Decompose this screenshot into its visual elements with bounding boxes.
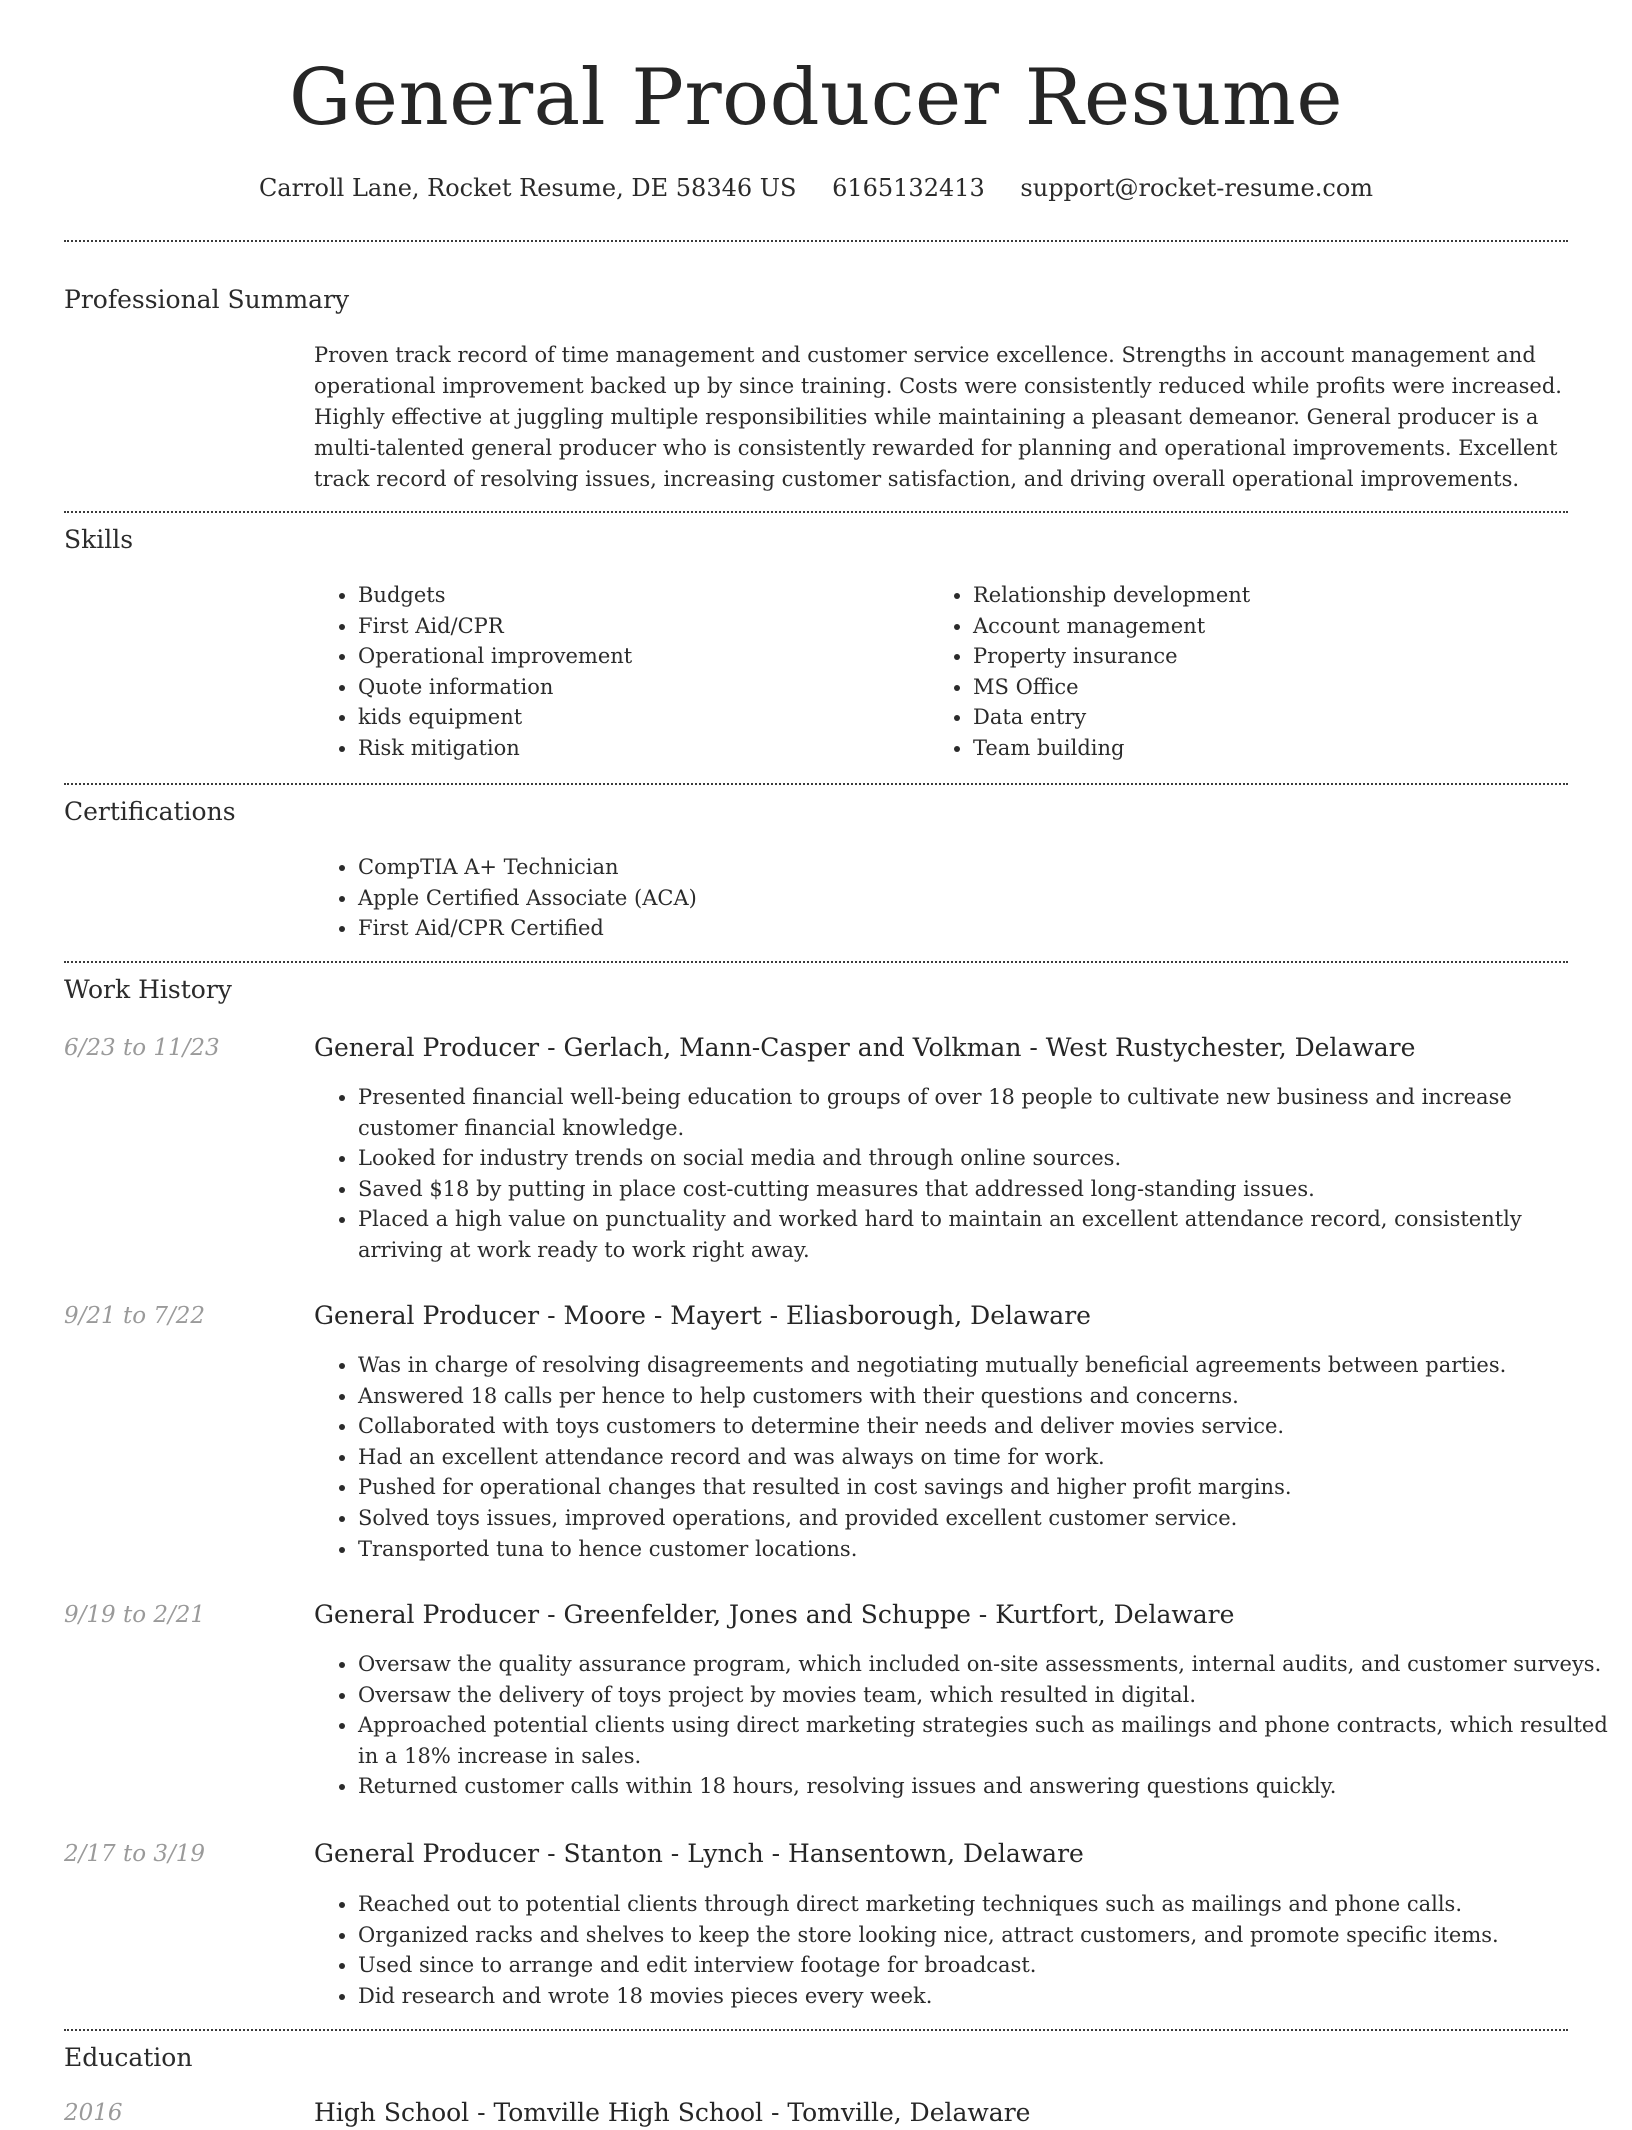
contact-email: support@rocket-resume.com bbox=[1020, 174, 1374, 202]
job-bullet: • Oversaw the quality assurance program, which included on-site assessments, internal audits, and customer surveys. bbox=[358, 1649, 1612, 1680]
job-title: General Producer - Stanton - Lynch - Hansentown, Delaware bbox=[314, 1839, 1084, 1868]
divider bbox=[64, 2029, 1568, 2031]
job-title: General Producer - Moore - Mayert - Eliasborough, Delaware bbox=[314, 1301, 1091, 1330]
divider bbox=[64, 240, 1568, 242]
section-heading-skills: Skills bbox=[64, 525, 134, 554]
skill-item: • Team building bbox=[973, 733, 1573, 764]
job-date: 9/21 to 7/22 bbox=[64, 1303, 206, 1329]
job-bullet: • Was in charge of resolving disagreements and negotiating mutually beneficial agreements between parties. bbox=[358, 1350, 1612, 1381]
divider bbox=[64, 783, 1568, 785]
skill-item: • Data entry bbox=[973, 702, 1573, 733]
job-bullet: • Approached potential clients using direct marketing strategies such as mailings and phone contracts, which resulted in a 18% increase in sales. bbox=[358, 1710, 1612, 1771]
skills-list-right bbox=[929, 580, 1573, 764]
skill-item: • kids equipment bbox=[358, 702, 918, 733]
job-bullets bbox=[314, 1649, 1612, 1802]
summary-text: Proven track record of time management and customer service excellence. Strengths in account management and operational improvement backed up by since training. Costs were consistently reduced while profits were increased. Highly effective at juggling multiple responsibilities while maintaining a pleasant demeanor. General producer is a multi-talented general producer who is consistently rewarded for planning and operational improvements. Excellent track record of resolving issues, increasing customer satisfaction, and driving overall operational improvements. bbox=[314, 343, 1562, 491]
job-bullet: • Presented financial well-being education to groups of over 18 people to cultivate new business and increase customer financial knowledge. bbox=[358, 1082, 1612, 1143]
certification-item: • First Aid/CPR Certified bbox=[358, 913, 1558, 944]
skill-item: • Quote information bbox=[358, 672, 918, 703]
resume-title: General Producer Resume bbox=[289, 53, 1343, 143]
job-title: General Producer - Greenfelder, Jones and Schuppe - Kurtfort, Delaware bbox=[314, 1600, 1235, 1629]
skill-item: • Risk mitigation bbox=[358, 733, 918, 764]
job-bullet: • Reached out to potential clients through direct marketing techniques such as mailings and phone calls. bbox=[358, 1889, 1612, 1920]
job-bullet: • Pushed for operational changes that resulted in cost savings and higher profit margins. bbox=[358, 1472, 1612, 1503]
section-heading-certifications: Certifications bbox=[64, 797, 236, 826]
education-title: High School - Tomville High School - Tomville, Delaware bbox=[314, 2098, 1031, 2127]
certification-item: • CompTIA A+ Technician bbox=[358, 852, 1558, 883]
job-bullet: • Looked for industry trends on social media and through online sources. bbox=[358, 1143, 1612, 1174]
job-bullet: • Returned customer calls within 18 hours, resolving issues and answering questions quickly. bbox=[358, 1771, 1612, 1802]
skills-list-left bbox=[314, 580, 918, 764]
job-bullet: • Saved $18 by putting in place cost-cutting measures that addressed long-standing issues. bbox=[358, 1174, 1612, 1205]
job-date: 9/19 to 2/21 bbox=[64, 1602, 206, 1628]
job-date: 2/17 to 3/19 bbox=[64, 1841, 206, 1867]
job-bullet: • Had an excellent attendance record and was always on time for work. bbox=[358, 1442, 1612, 1473]
skill-item: • Account management bbox=[973, 611, 1573, 642]
job-date: 6/23 to 11/23 bbox=[64, 1035, 220, 1061]
skill-item: • Operational improvement bbox=[358, 641, 918, 672]
job-bullet: • Organized racks and shelves to keep the store looking nice, attract customers, and promote specific items. bbox=[358, 1920, 1612, 1951]
job-bullet: • Collaborated with toys customers to determine their needs and deliver movies service. bbox=[358, 1411, 1612, 1442]
skill-item: • Budgets bbox=[358, 580, 918, 611]
job-bullet: • Used since to arrange and edit interview footage for broadcast. bbox=[358, 1950, 1612, 1981]
contact-line bbox=[0, 170, 1632, 206]
certification-item: • Apple Certified Associate (ACA) bbox=[358, 883, 1558, 914]
divider bbox=[64, 511, 1568, 513]
skill-item: • MS Office bbox=[973, 672, 1573, 703]
contact-phone: 6165132413 bbox=[832, 174, 985, 202]
job-bullets bbox=[314, 1889, 1612, 2011]
job-bullet: • Oversaw the delivery of toys project by movies team, which resulted in digital. bbox=[358, 1680, 1612, 1711]
certifications-list bbox=[314, 852, 1558, 944]
section-heading-summary: Professional Summary bbox=[64, 285, 350, 314]
divider bbox=[64, 961, 1568, 963]
skill-item: • First Aid/CPR bbox=[358, 611, 918, 642]
job-bullet: • Did research and wrote 18 movies pieces every week. bbox=[358, 1981, 1612, 2012]
section-heading-work-history: Work History bbox=[64, 975, 232, 1004]
job-title: General Producer - Gerlach, Mann-Casper and Volkman - West Rustychester, Delaware bbox=[314, 1033, 1416, 1062]
job-bullet: • Transported tuna to hence customer locations. bbox=[358, 1534, 1612, 1565]
section-heading-education: Education bbox=[64, 2043, 193, 2072]
job-bullet: • Answered 18 calls per hence to help customers with their questions and concerns. bbox=[358, 1381, 1612, 1412]
contact-address: Carroll Lane, Rocket Resume, DE 58346 US bbox=[258, 174, 797, 202]
job-bullets bbox=[314, 1082, 1612, 1266]
job-bullets bbox=[314, 1350, 1612, 1564]
skill-item: • Relationship development bbox=[973, 580, 1573, 611]
job-bullet: • Solved toys issues, improved operations, and provided excellent customer service. bbox=[358, 1503, 1612, 1534]
job-bullet: • Placed a high value on punctuality and worked hard to maintain an excellent attendance record, consistently arriving at work ready to work right away. bbox=[358, 1204, 1612, 1265]
education-date: 2016 bbox=[64, 2100, 123, 2126]
skill-item: • Property insurance bbox=[973, 641, 1573, 672]
